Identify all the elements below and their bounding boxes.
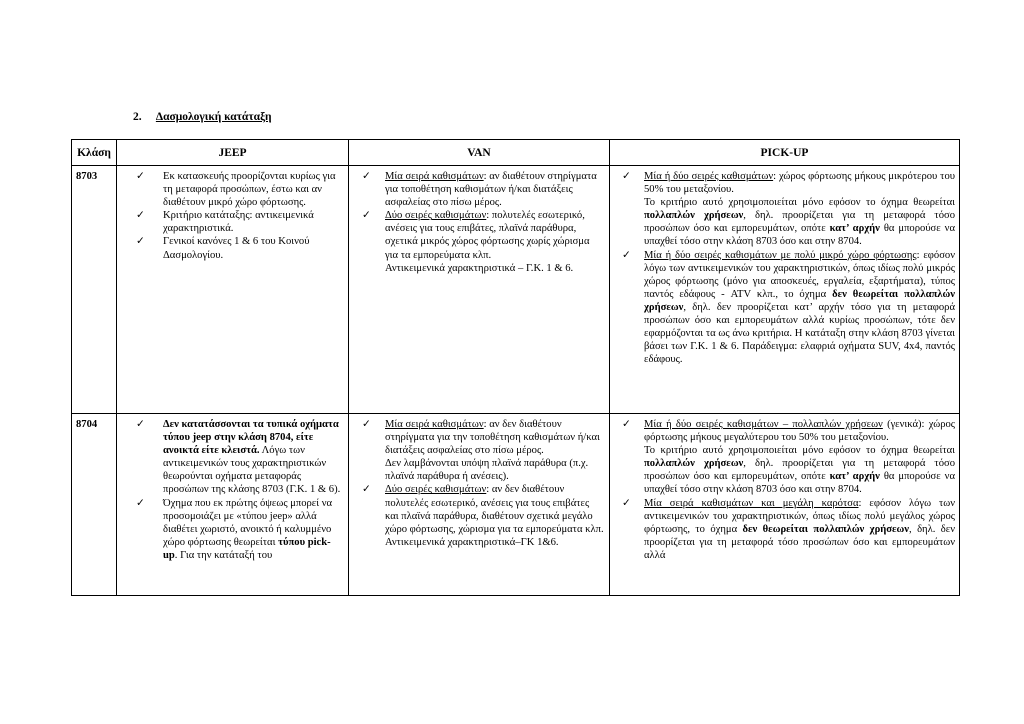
check-icon: ✓	[622, 249, 631, 261]
list-item: ✓ Μία ή δύο σειρές καθισμάτων με πολύ μικρό χώρο φόρτωσης: εφόσον λόγω των αντικειμενικών του χαρακτηριστικών, όπως ιδίως πολύ μικρός χώρος φόρτωσης (μόνο για αποσκευές, εργαλεία, εξαρτήματα), τύπος παντός εδάφους - ATV κλπ., το όχημα δεν θεωρείται πολλαπλών χρήσεων, δηλ. δεν προορίζεται κατ’ αρχήν τόσο για τη μεταφορά προσώπων όσο και εμπορευμάτων αλλά κυρίως προσώπων, τότε δεν εφαρμόζονται τα ως άνω κριτήρια. Η κατάταξη στην κλάση 8703 γίνεται βάσει των Γ.Κ. 1 & 6. Παράδειγμα: ελαφριά οχήματα SUV, 4x4, παντός εδάφους.	[622, 249, 956, 366]
check-icon: ✓	[136, 236, 145, 248]
header-jeep: JEEP	[117, 140, 349, 166]
check-icon: ✓	[362, 484, 371, 496]
classification-table	[71, 139, 960, 596]
check-icon: ✓	[622, 497, 631, 509]
check-icon: ✓	[362, 171, 371, 182]
class-cell: 8703	[72, 166, 117, 414]
list-item: ✓ Μία σειρά καθισμάτων: αν δεν διαθέτουν στηρίγματα για την τοποθέτηση καθισμάτων ή/και διατάξεις ασφαλείας στο πίσω μέρος. Δεν λαμβάνονται υπόψη πλαϊνά παράθυρα (π.χ. πλαϊνά παράθυρα ή ανέσεις).	[362, 419, 600, 483]
jeep-cell	[117, 166, 349, 414]
section-heading	[133, 111, 271, 123]
section-title: Δασμολογική κατάταξη	[155, 111, 272, 123]
check-icon: ✓	[362, 419, 371, 430]
list-item: ✓ Μία σειρά καθισμάτων και μεγάλη καρότσα: εφόσον λόγω των αντικειμενικών του χαρακτηριστικών, όπως ιδίως πολύ μεγάλος χώρος φόρτωσης, το όχημα δεν θεωρείται πολλαπλών χρήσεων, δηλ. δεν προορίζεται για τη μεταφορά τόσο προσώπων όσο και εμπορευμάτων αλλά	[622, 497, 956, 561]
pickup-cell	[610, 414, 960, 596]
list-item: ✓ Όχημα που εκ πρώτης όψεως μπορεί να προσομοιάζει με «τύπου jeep» αλλά διαθέτει χωριστό, ανοικτό ή καλυμμένο χώρο φόρτωσης θεωρείται τύπου pick-up. Για την κατάταξή του	[136, 497, 333, 561]
header-pickup: PICK-UP	[610, 140, 960, 166]
list-item: ✓ Δεν κατατάσσονται τα τυπικά οχήματα τύπου jeep στην κλάση 8704, είτε ανοικτά είτε κλειστά. Λόγω των αντικειμενικών τους χαρακτηριστικών θεωρούνται οχήματα μεταφοράς προσώπων της κλάσης 8703 (Γ.Κ. 1 & 6).	[136, 419, 341, 496]
list-item: ✓ Γενικοί κανόνες 1 & 6 του Κοινού Δασμολογίου.	[136, 236, 310, 261]
header-van: VAN	[349, 140, 610, 166]
check-icon: ✓	[136, 171, 145, 182]
van-cell	[349, 414, 610, 596]
table-row-8703	[72, 166, 960, 414]
check-icon: ✓	[136, 497, 145, 509]
pickup-cell	[610, 166, 960, 414]
list-item: ✓ Μία σειρά καθισμάτων: αν διαθέτουν στηρίγματα για τοποθέτηση καθισμάτων ή/και διατάξεις ασφαλείας στο πίσω μέρος.	[362, 171, 597, 209]
check-icon: ✓	[136, 210, 145, 222]
header-row	[72, 140, 960, 166]
table-row-8704	[72, 414, 960, 596]
header-class: Κλάση	[72, 140, 117, 166]
list-item: ✓ Μία ή δύο σειρές καθισμάτων – πολλαπλών χρήσεων (γενικά): χώρος φόρτωσης μήκους μεγαλύτερου του 50% του μεταξονίου. Το κριτήριο αυτό χρησιμοποιείται μόνο εφόσον το όχημα θεωρείται πολλαπλών χρήσεων, δηλ. προορίζεται για τη μεταφορά τόσο προσώπων όσο και εμπορευμάτων, οπότε κατ’ αρχήν θα μπορούσε να υπαχθεί τόσο στην κλάση 8703 όσο και στην 8704.	[622, 419, 955, 496]
check-icon: ✓	[362, 210, 371, 222]
class-cell: 8704	[72, 414, 117, 596]
list-item: ✓ Μία ή δύο σειρές καθισμάτων: χώρος φόρτωσης μήκους μικρότερου του 50% του μεταξονίου. Το κριτήριο αυτό χρησιμοποιείται μόνο εφόσον το όχημα θεωρείται πολλαπλών χρήσεων, δηλ. προορίζεται για τη μεταφορά τόσο προσώπων όσο και εμπορευμάτων, οπότε κατ’ αρχήν θα μπορούσε να υπαχθεί τόσο στην κλάση 8703 όσο και στην 8704.	[622, 171, 955, 248]
list-item: ✓ Δύο σειρές καθισμάτων: πολυτελές εσωτερικό, ανέσεις για τους επιβάτες, πλαϊνά παράθυρα, σχετικά μικρός χώρος φόρτωσης χωρίς χώρισμα για τα εμπορεύματα κλπ. Αντικειμενικά χαρακτηριστικά – Γ.Κ. 1 & 6.	[362, 210, 590, 274]
van-cell	[349, 166, 610, 414]
check-icon: ✓	[622, 419, 631, 430]
section-number: 2.	[133, 111, 142, 123]
check-icon: ✓	[136, 419, 145, 430]
jeep-cell	[117, 414, 349, 596]
list-item: ✓ Εκ κατασκευής προορίζονται κυρίως για τη μεταφορά προσώπων, έστω και αν διαθέτουν μικρό χώρο φόρτωσης.	[136, 171, 336, 209]
list-item: ✓ Κριτήριο κατάταξης: αντικειμενικά χαρακτηριστικά.	[136, 210, 314, 235]
check-icon: ✓	[622, 171, 631, 182]
list-item: ✓ Δύο σειρές καθισμάτων: αν δεν διαθέτουν πολυτελές εσωτερικό, ανέσεις για τους επιβάτες και πλαϊνά παράθυρα, διαθέτουν σχετικά μεγάλο χώρο φόρτωσης, χώρισμα για τα εμπορεύματα κλπ. Αντικειμενικά χαρακτηριστικά–ΓΚ 1&6.	[362, 484, 604, 548]
